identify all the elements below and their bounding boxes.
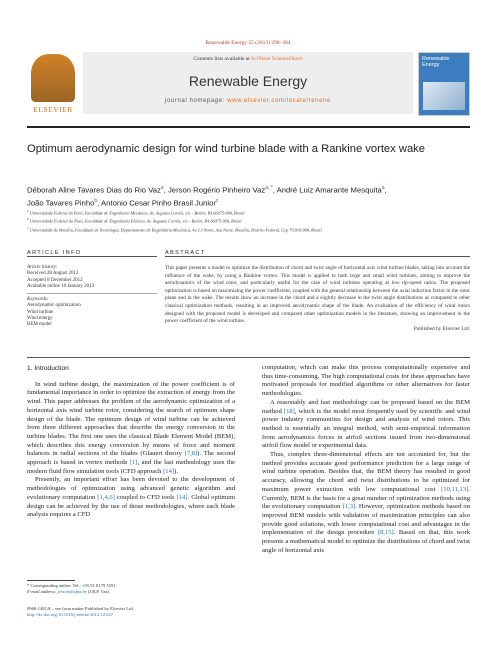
homepage-prefix: journal homepage: [165, 98, 228, 104]
body-column-left [27, 365, 235, 520]
sciencedirect-link[interactable]: SciVerse ScienceDirect [251, 56, 303, 62]
email-link[interactable]: jerson@ufpa.br [57, 589, 87, 595]
section-heading-introduction: 1. Introduction [27, 365, 69, 372]
journal-homepage [83, 98, 413, 104]
journal-cover-thumbnail [418, 52, 470, 116]
citation-link[interactable]: [14] [176, 493, 188, 501]
author-affiliation-marker[interactable]: a [160, 185, 164, 191]
author-list [27, 183, 470, 209]
abstract-heading: ABSTRACT [165, 250, 206, 256]
contents-line [83, 56, 413, 62]
citation-link[interactable]: [14] [163, 467, 175, 475]
paragraph: In wind turbine design, the maximization of the power coefficient is of fundamental importance in order to optimize the extraction of energy from the wind. This paper addresses the problem of the aerodynamic optimization of a horizontal axis wind turbine rotor, considering the search of optimum shape design of the blade. The optimum design of wind turbine can be achieved from three different approaches that describe the energy conversion in the turbine blades. The first one uses the classical Blade Element Model (BEM), which describes this energy conversion by means of force and moment balances in radial sections of the blades (Glauert theory [7,8]). The second approach is based in vortex methods [1], and the last methodology uses the modern fluid flow simulation tools (CFD approach [14]). [27, 380, 235, 475]
author-affiliation-marker[interactable]: a, * [265, 185, 273, 191]
masthead-divider [27, 126, 470, 128]
email-line: E-mail address: jerson@ufpa.br (J.R.P. Vaz). [27, 589, 111, 595]
cover-image [423, 82, 465, 110]
elsevier-tree-icon [31, 54, 75, 102]
keyword: Aerodynamic optimization [27, 303, 81, 309]
keywords-label: Keywords: [27, 297, 49, 302]
citation-link[interactable]: [1,4,6] [97, 493, 115, 501]
paragraph: Presently, an important effort has been devoted to the development of methodologies of optimization using advanced genetic algorithm and evolutionary computation [1,4,6] coupled to CFD tools [14]. Global optimum design can be achieved by the use of those methodologies, where each blade analysis requires a CFD [27, 476, 235, 519]
online-date: Available online 10 January 2013 [27, 283, 95, 289]
author-name[interactable]: Antonio Cesar Pinho Brasil Junior [101, 198, 216, 208]
citation-link[interactable]: [8,15] [377, 529, 394, 537]
corresponding-author-footnote [27, 583, 237, 595]
keyword-list [27, 303, 157, 328]
affiliation: $^a$ Universidade Federal do Pará, Faculdade de Engenharia Mecânica, Av. Augusto Corrêa, s/n – Belém, PA 66075-900, Brazil [27, 209, 245, 216]
affiliation: $^c$ Universidade de Brasília, Faculdade de Tecnologia, Departamento de Engenharia Mecânica, Av. L3 Norte, Asa Norte, Brasília, Distrito Federal, Cep 70.910-900, Brazil [27, 225, 322, 233]
masthead-banner [83, 52, 413, 114]
history-label: Article history: [27, 265, 58, 270]
author-affiliation-marker[interactable]: b [94, 198, 98, 205]
elsevier-wordmark: ELSEVIER [33, 105, 73, 114]
journal-reference[interactable]: Renewable Energy 55 (2013) 296–304 [205, 40, 291, 46]
abstract-rule [165, 256, 470, 257]
author-line-1: Déborah Aline Tavares Dias do Rio Vaz$^a$, Jerson Rogério Pinheiro Vaz$^{a, *}$, André Luiz Amarante Mesquita$^a$, [27, 185, 387, 195]
affiliation: $^b$ Universidade Federal do Pará, Faculdade de Engenharia Elétrica, Av. Augusto Corrêa, s/n – Belém, PA 66075-900, Brazil [27, 217, 242, 224]
affiliations [27, 208, 470, 233]
keyword: Wind turbine [27, 309, 54, 315]
cover-title: Renewable Energy [422, 56, 450, 69]
issn-line: 0960-1481/$ – see front matter Published by Elsevier Ltd. [27, 606, 134, 611]
paragraph: computation, which can make this process computationally expensive and thus time-consuming. The high computational costs for these approaches have motivated proposals for modified algorithms or other alternatives for faster methodologies. [262, 364, 470, 398]
citation-link[interactable]: [18] [283, 407, 295, 415]
issn-block [27, 606, 247, 618]
accepted-date: Accepted 8 December 2012 [27, 277, 83, 283]
elsevier-logo [27, 52, 79, 118]
abstract-bottom-rule [27, 357, 470, 358]
keyword: BEM model [27, 322, 52, 328]
doi-link[interactable]: http://dx.doi.org/10.1016/j.renene.2012.12.027 [27, 612, 114, 618]
author-name[interactable]: Déborah Aline Tavares Dias do Rio Vaz [27, 185, 161, 195]
author-affiliation-marker[interactable]: c [215, 198, 219, 205]
abstract-publisher: Published by Elsevier Ltd. [413, 325, 470, 332]
article-title: Optimum aerodynamic design for wind turbine blade with a Rankine vortex wake [27, 143, 425, 155]
author-name[interactable]: João Tavares Pinho [27, 198, 95, 208]
contents-prefix: Contents lists available at [193, 56, 252, 62]
keywords [27, 297, 157, 328]
paragraph: Thus, complex three-dimensional effects are not accounted for, but the method provides accurate good performance prediction for a large range of wind turbine operation. Besides that, the BEM theory has resulted in good accuracy, allowing the chord and twist distributions to be optimized for maximum power extraction with low computational cost [10,11,13]. Currently, BEM is the basis for a great number of optimization methods using the evolutionary computation [1,3]. However, optimization methods based on improved BEM models with validation of maximization principles can also provide good solutions, with lower computational cost and advantages in the implementation of the design procedure [8,15]. Based on that, this work presents a mathematical model to optimize the distributions of chord and twist angle of horizontal axis [262, 451, 470, 554]
citation-link[interactable]: [10,11,13] [441, 485, 469, 493]
author-name[interactable]: André Luiz Amarante Mesquita [276, 185, 382, 195]
citation-link[interactable]: [1] [129, 459, 138, 467]
article-info-heading: ARTICLE INFO [27, 250, 82, 256]
author-line-2: João Tavares Pinho$^b$, Antonio Cesar Pinho Brasil Junior$^c$ [27, 198, 219, 208]
journal-title: Renewable Energy [188, 73, 308, 89]
paragraph: A reasonably and fast methodology can be proposed based on the BEM method [18], which is the model most frequently used by scientific and wind power industry communities for design and analysis of wind rotors. This method is essentially an integral method, with semi-empirical information from aerodynamics forces in airfoil sections issued from two-dimensional airfoil flow model or experimental data. [262, 398, 470, 450]
author-affiliation-marker[interactable]: a [381, 185, 385, 191]
article-info-rule [27, 256, 157, 257]
citation-link[interactable]: [1,3] [342, 503, 356, 511]
keyword: Wind energy [27, 315, 53, 321]
footnote-rule [27, 580, 75, 581]
journal-masthead [27, 52, 470, 122]
body-column-right [262, 364, 470, 555]
info-divider [27, 293, 157, 294]
corresponding-author: * Corresponding author. Tel.: +55 91 8179 5591. [27, 583, 117, 588]
abstract [165, 265, 470, 333]
homepage-link[interactable]: www.elsevier.com/locate/renene [227, 98, 331, 104]
author-name[interactable]: Jerson Rogério Pinheiro Vaz [167, 185, 266, 195]
abstract-text: This paper presents a model to optimize the distribution of chord and twist angle of horizontal axis wind turbine blades, taking into account the influence of the wake, by using a Rankine vortex. This model is applied to both large and small wind turbines, aiming to improve the aerodynamics of the wind rotor, and particularly useful for the case of wind turbines operating at low tip-speed ratios. The proposed optimization is based on maximizing the power coefficient, coupled with the general relationship between the axial induction factor in the rotor plane and in the wake. The results show an increase in the chord and a slightly decrease in the twist angle distributions as compared to other classical optimization methods, resulting in an improved aerodynamic shape of the blade. An evaluation of the efficiency of wind rotors designed with the proposed model is developed and compared other optimization models in the literature, showing an improvement in the power coefficient of the wind turbine. [165, 265, 470, 325]
article-history [27, 265, 157, 290]
received-date: Received 28 August 2012 [27, 271, 79, 277]
citation-link[interactable]: [7,8] [184, 450, 198, 458]
